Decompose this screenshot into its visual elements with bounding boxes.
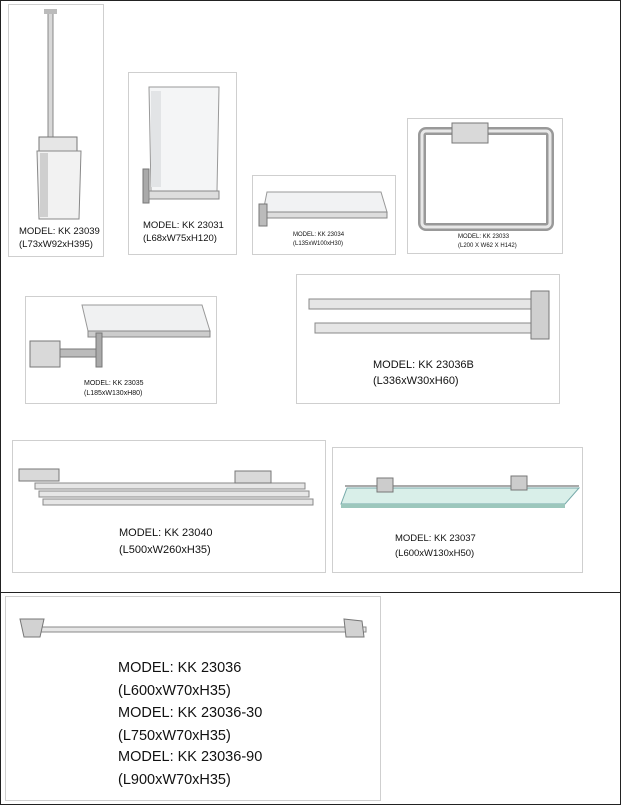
model-label: MODEL: KK 23035 — [84, 380, 144, 387]
dimension-label: (L500xW260xH35) — [119, 544, 211, 556]
product-card-23040 — [12, 440, 326, 573]
model-label: MODEL: KK 23039 — [19, 226, 100, 237]
model-line: MODEL: KK 23036-90 — [118, 749, 263, 765]
product-card-23031 — [128, 72, 237, 255]
dimension-line: (L600xW70xH35) — [118, 683, 231, 699]
product-card-23034 — [252, 175, 396, 255]
toilet-brush-holder-icon — [9, 5, 105, 258]
model-line: MODEL: KK 23036-30 — [118, 705, 263, 721]
model-label: MODEL: KK 23036B — [373, 359, 474, 371]
model-label: MODEL: KK 23034 — [293, 232, 345, 238]
paper-holder-icon — [26, 297, 218, 405]
product-card-23036B — [296, 274, 560, 404]
model-label: MODEL: KK 23040 — [119, 527, 213, 539]
model-label: MODEL: KK 23037 — [395, 533, 476, 544]
dimension-label: (L200 X W62 X H142) — [458, 243, 517, 249]
dimension-label: (L185xW130xH80) — [84, 390, 143, 397]
product-card-23037 — [332, 447, 583, 573]
dimension-label: (L73xW92xH395) — [19, 239, 93, 250]
dimension-line: (L900xW70xH35) — [118, 772, 231, 788]
product-card-23035 — [25, 296, 217, 404]
dimension-label: (L68xW75xH120) — [143, 233, 217, 244]
product-card-23039 — [8, 4, 104, 257]
product-card-23033 — [407, 118, 563, 254]
model-label: MODEL: KK 23031 — [143, 220, 224, 231]
dimension-line: (L750xW70xH35) — [118, 728, 231, 744]
model-label: MODEL: KK 23033 — [458, 234, 510, 240]
dimension-label: (L135xW100xH30) — [293, 241, 344, 247]
product-card-23036 — [5, 596, 381, 801]
dimension-label: (L600xW130xH50) — [395, 548, 475, 559]
model-line: MODEL: KK 23036 — [118, 660, 242, 676]
dimension-label: (L336xW30xH60) — [373, 375, 459, 387]
